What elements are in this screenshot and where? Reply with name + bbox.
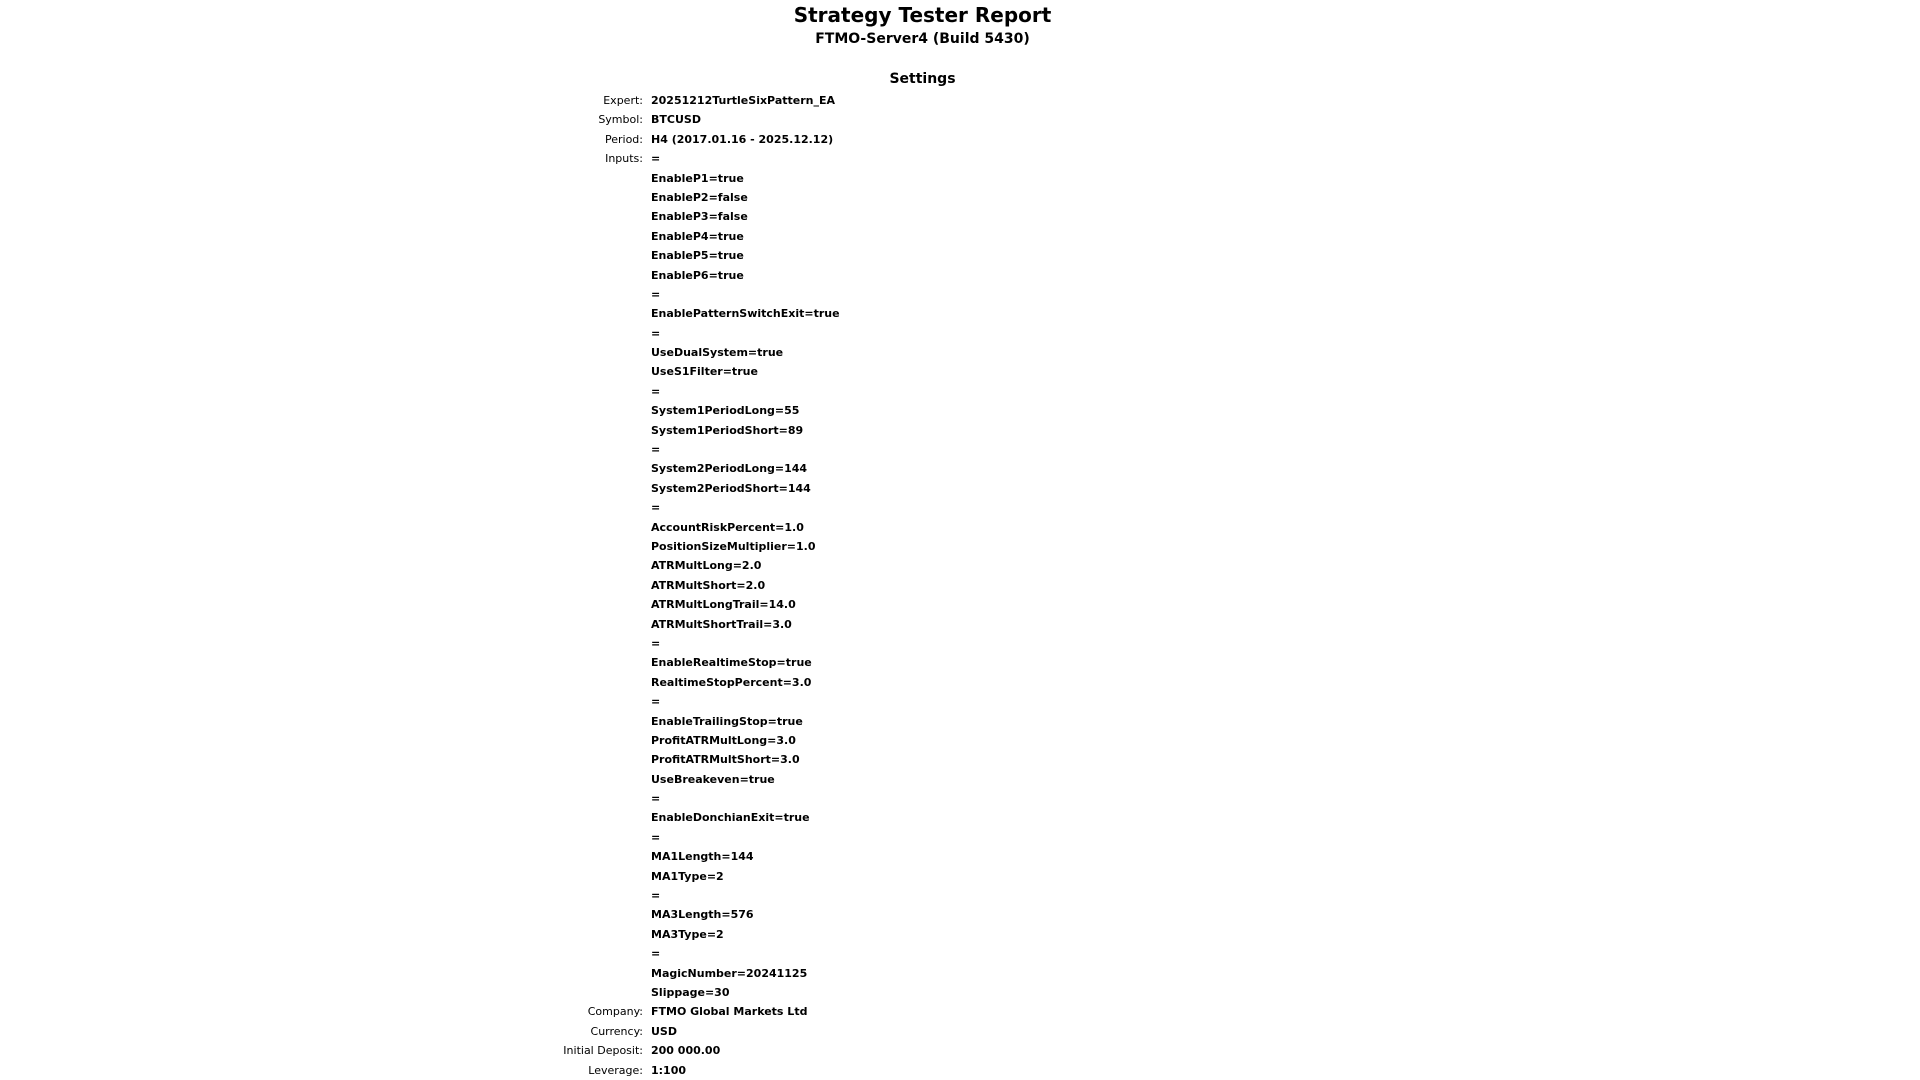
settings-value: AccountRiskPercent=1.0 [651,520,804,534]
settings-row [0,789,1000,808]
settings-value: MagicNumber=20241125 [651,966,808,980]
settings-row [0,692,1000,711]
settings-row [0,712,1000,731]
report-subtitle: FTMO-Server4 (Build 5430) [815,31,1030,47]
settings-value: PositionSizeMultiplier=1.0 [651,539,816,553]
settings-row [0,421,1000,440]
settings-value: USD [651,1024,677,1038]
report-title: Strategy Tester Report [793,3,1052,27]
settings-value: System1PeriodLong=55 [651,404,800,418]
settings-row [0,1022,1000,1041]
settings-row [0,905,1000,924]
settings-value: EnablePatternSwitchExit=true [651,307,840,321]
settings-label: Period: [604,132,643,146]
settings-value: = [651,695,661,709]
settings-value: = [651,326,661,340]
settings-row [0,556,1000,575]
settings-value: 20251212TurtleSixPattern_EA [651,94,836,107]
settings-value: ProfitATRMultLong=3.0 [651,733,796,747]
settings-row [0,343,1000,362]
settings-row [0,401,1000,420]
settings-row [0,828,1000,847]
settings-value: UseBreakeven=true [651,772,775,786]
settings-label: Expert: [603,94,643,107]
settings-row [0,207,1000,226]
settings-label: Leverage: [588,1063,643,1077]
settings-value: MA1Type=2 [651,869,724,883]
settings-row [0,983,1000,1002]
settings-row [0,130,1000,149]
settings-heading: Settings [889,71,956,87]
settings-value: = [651,792,661,806]
settings-value: = [651,287,661,301]
settings-value: EnableP2=false [651,190,748,204]
settings-row [0,382,1000,401]
settings-value: EnableP5=true [651,249,744,263]
settings-row [0,246,1000,265]
settings-row [0,944,1000,963]
settings-value: 200 000.00 [651,1044,721,1058]
settings-row [0,867,1000,886]
settings-row [0,518,1000,537]
settings-value: ATRMultLong=2.0 [651,559,762,573]
settings-row [0,149,1000,168]
settings-row [0,266,1000,285]
settings-value: ATRMultShort=2.0 [651,578,766,592]
settings-row [0,169,1000,188]
settings-value: Slippage=30 [651,985,730,999]
settings-row [0,498,1000,517]
settings-row [0,537,1000,556]
settings-row [0,459,1000,478]
settings-value: EnableP3=false [651,210,748,224]
settings-row [0,1002,1000,1021]
settings-value: EnableP1=true [651,171,744,185]
settings-value: = [651,443,661,457]
settings-row [0,227,1000,246]
settings-value: = [651,830,661,844]
settings-value: UseDualSystem=true [651,346,784,360]
settings-row [0,615,1000,634]
settings-value: 1:100 [651,1063,687,1077]
settings-value: EnableDonchianExit=true [651,811,810,825]
settings-label: Currency: [590,1024,643,1038]
settings-row [0,324,1000,343]
settings-value: = [651,947,661,961]
settings-value: ATRMultShortTrail=3.0 [651,617,792,631]
settings-row [0,576,1000,595]
settings-value: MA1Length=144 [651,850,754,864]
settings-value: RealtimeStopPercent=3.0 [651,675,812,689]
settings-row [0,808,1000,827]
settings-value: System2PeriodLong=144 [651,462,808,476]
settings-value: = [651,152,661,166]
settings-row [0,770,1000,789]
settings-label: Initial Deposit: [563,1044,643,1058]
settings-row [0,673,1000,692]
settings-row [0,1041,1000,1060]
settings-row [0,634,1000,653]
settings-value: ProfitATRMultShort=3.0 [651,753,800,767]
settings-label: Symbol: [598,113,643,127]
settings-label: Inputs: [605,152,643,166]
settings-row [0,188,1000,207]
settings-row [0,964,1000,983]
settings-row [0,91,1000,110]
settings-row [0,595,1000,614]
settings-row [0,362,1000,381]
settings-row [0,304,1000,323]
settings-table [0,91,1000,1080]
settings-value: System1PeriodShort=89 [651,423,804,437]
settings-value: EnableP4=true [651,229,744,243]
settings-row [0,285,1000,304]
settings-value: MA3Type=2 [651,927,724,941]
settings-row [0,440,1000,459]
settings-row [0,110,1000,129]
settings-row [0,479,1000,498]
settings-row [0,731,1000,750]
settings-value: EnableRealtimeStop=true [651,656,812,670]
settings-value: = [651,889,661,903]
settings-value: = [651,636,661,650]
settings-value: FTMO Global Markets Ltd [651,1005,808,1019]
settings-value: BTCUSD [651,113,701,127]
settings-value: UseS1Filter=true [651,365,758,379]
settings-row [0,653,1000,672]
settings-value: = [651,384,661,398]
settings-row [0,925,1000,944]
settings-value: EnableP6=true [651,268,744,282]
settings-label: Company: [587,1005,643,1019]
settings-value: ATRMultLongTrail=14.0 [651,598,796,612]
settings-row [0,847,1000,866]
settings-value: MA3Length=576 [651,908,754,922]
settings-value: System2PeriodShort=144 [651,481,811,495]
settings-row [0,886,1000,905]
settings-value: H4 (2017.01.16 - 2025.12.12) [651,132,834,146]
settings-row [0,750,1000,769]
settings-value: EnableTrailingStop=true [651,714,803,728]
settings-value: = [651,501,661,515]
settings-row [0,1061,1000,1080]
